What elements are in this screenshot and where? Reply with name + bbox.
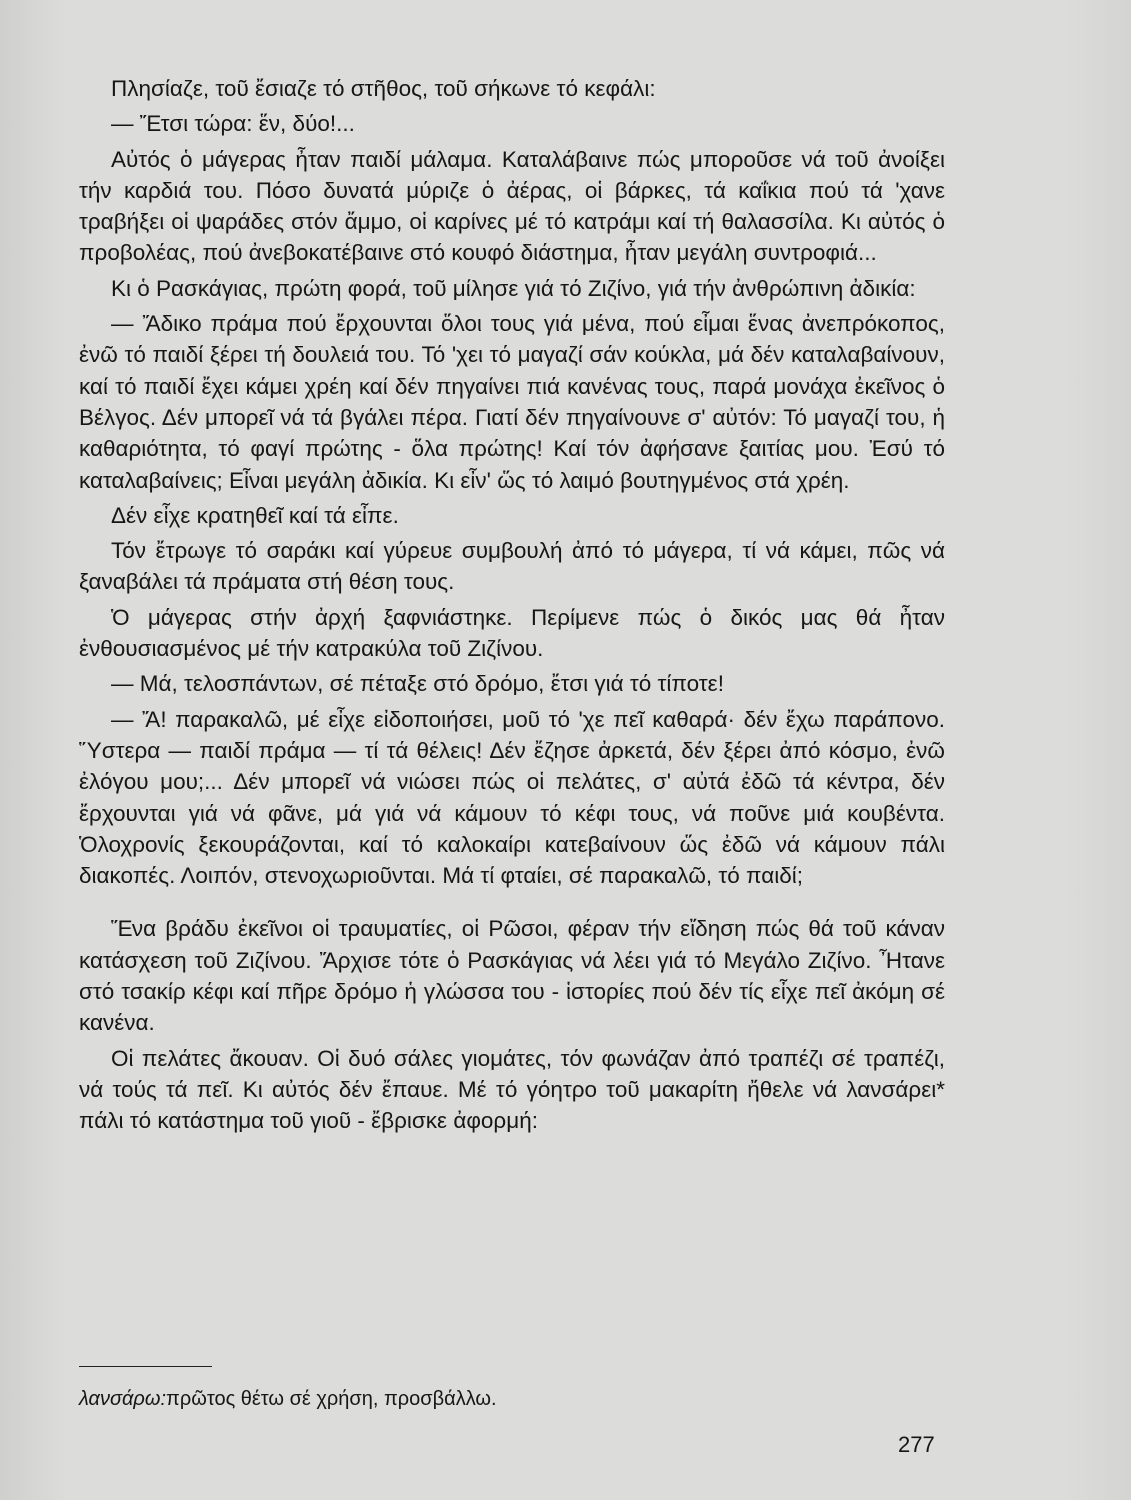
footnote-term: λανσάρω: (79, 1388, 167, 1410)
footnote-rule (79, 1366, 212, 1367)
paragraph: Πλησίαζε, τοῦ ἔσιαζε τό στῆθος, τοῦ σήκωνε τό κεφάλι: (111, 76, 656, 101)
footnote-definition: πρῶτος θέτω σέ χρήση, προσβάλλω. (166, 1388, 497, 1410)
paragraph: Ἕνα βράδυ ἐκεῖνοι οἱ τραυματίες, οἱ Ρῶσοι, φέραν τήν εἴδηση πώς θά τοῦ κάναν κατάσχεση τοῦ Ζιζίνου. Ἄρχισε τότε ὁ Ρασκάγιας νά λέει γιά τό Μεγάλο Ζιζίνο. Ἦτανε στό τσακίρ κέφι καί πῆρε δρόμο ἡ γλώσσα του - ἱστορίες πού δέν τίς εἶχε πεῖ ἀκόμη σέ κανένα. (79, 916, 945, 1036)
paragraph: — Ἄ! παρακαλῶ, μέ εἶχε εἰδοποιήσει, μοῦ τό 'χε πεῖ καθαρά· δέν ἔχω παράπονο. Ὕστερα — παιδί πράμα — τί τά θέλεις! Δέν ἔζησε ἀρκετά, δέν ξέρει ἀπό κόσμο, ἐνῶ ἐλόγου μου;... Δέν μπορεῖ νά νιώσει πώς οἱ πελάτες, σ' αὐτά ἐδῶ τά κέντρα, δέν ἔρχουνται γιά νά φᾶνε, μά γιά νά κάμουν τό κέφι τους, νά ποῦνε μιά κουβέντα. Ὁλοχρονίς ξεκουράζονται, καί τό καλοκαίρι κατεβαίνουν ὥς ἐδῶ νά κάμουν πάλι διακοπές. Λοιπόν, στενοχωριοῦνται. Μά τί φταίει, σέ παρακαλῶ, τό παιδί; (79, 706, 945, 889)
footnote (79, 1386, 497, 1412)
paragraph: Αὐτός ὁ μάγερας ἦταν παιδί μάλαμα. Καταλάβαινε πώς μποροῦσε νά τοῦ ἀνοίξει τήν καρδιά του. Πόσο δυνατά μύριζε ὁ ἀέρας, οἱ βάρκες, τά καΐκια πού τά 'χανε τραβήξει οἱ ψαράδες στόν ἄμμο, οἱ καρίνες μέ τό κατράμι καί τή θαλασσίλα. Κι αὐτός ὁ προβολέας, πού ἀνεβοκατέβαινε στό κουφό διάστημα, ἦταν μεγάλη συντροφιά... (79, 146, 945, 266)
paragraph: — Ἔτσι τώρα: ἕν, δύο!... (111, 111, 355, 137)
paragraph: Δέν εἶχε κρατηθεῖ καί τά εἶπε. (111, 502, 399, 528)
paragraph: Οἱ πελάτες ἄκουαν. Οἱ δυό σάλες γιομάτες, τόν φωνάζαν ἀπό τραπέζι σέ τραπέζι, νά τούς τά πεῖ. Κι αὐτός δέν ἔπαυε. Μέ τό γόητρο τοῦ μακαρίτη ἤθελε νά λανσάρει* πάλι τό κατάστημα τοῦ γιοῦ - ἔβρισκε ἀφορμή: (79, 1045, 945, 1134)
paragraph: — Μά, τελοσπάντων, σέ πέταξε στό δρόμο, ἔτσι γιά τό τίποτε! (111, 671, 724, 697)
paragraph: Τόν ἔτρωγε τό σαράκι καί γύρευε συμβουλή ἀπό τό μάγερα, τί νά κάμει, πῶς νά ξαναβάλει τά πράματα στή θέση τους. (79, 538, 945, 595)
body-text (79, 73, 945, 1141)
paragraph: — Ἄδικο πράμα πού ἔρχουνται ὅλοι τους γιά μένα, πού εἶμαι ἕνας ἀνεπρόκοπος, ἐνῶ τό παιδί ξέρει τή δουλειά του. Τό 'χει τό μαγαζί σάν κούκλα, μά δέν καταλαβαίνουν, καί τό παιδί ἔχει κάμει χρέη καί δέν πηγαίνει πιά κανένας τους, παρά μονάχα ἐκεῖνος ὁ Βέλγος. Δέν μπορεῖ νά τά βγάλει πέρα. Γιατί δέν πηγαίνουνε σ' αὐτόν: Τό μαγαζί του, ἡ καθαριότητα, τό φαγί πρώτης - ὅλα πρώτης! Καί τόν ἀφήσανε ξαιτίας μου. Ἐσύ τό καταλαβαίνεις; Εἶναι μεγάλη ἀδικία. Κι εἶν' ὥς τό λαιμό βουτηγμένος στά χρέη. (79, 311, 945, 493)
page-number: 277 (898, 1432, 935, 1457)
paragraph: Ὁ μάγερας στήν ἀρχή ξαφνιάστηκε. Περίμενε πώς ὁ δικός μας θά ἦταν ἐνθουσιασμένος μέ τήν κατρακύλα τοῦ Ζιζίνου. (79, 604, 945, 662)
paragraph: Κι ὁ Ρασκάγιας, πρώτη φορά, τοῦ μίλησε γιά τό Ζιζίνο, γιά τήν ἀνθρώπινη ἀδικία: (111, 275, 916, 301)
